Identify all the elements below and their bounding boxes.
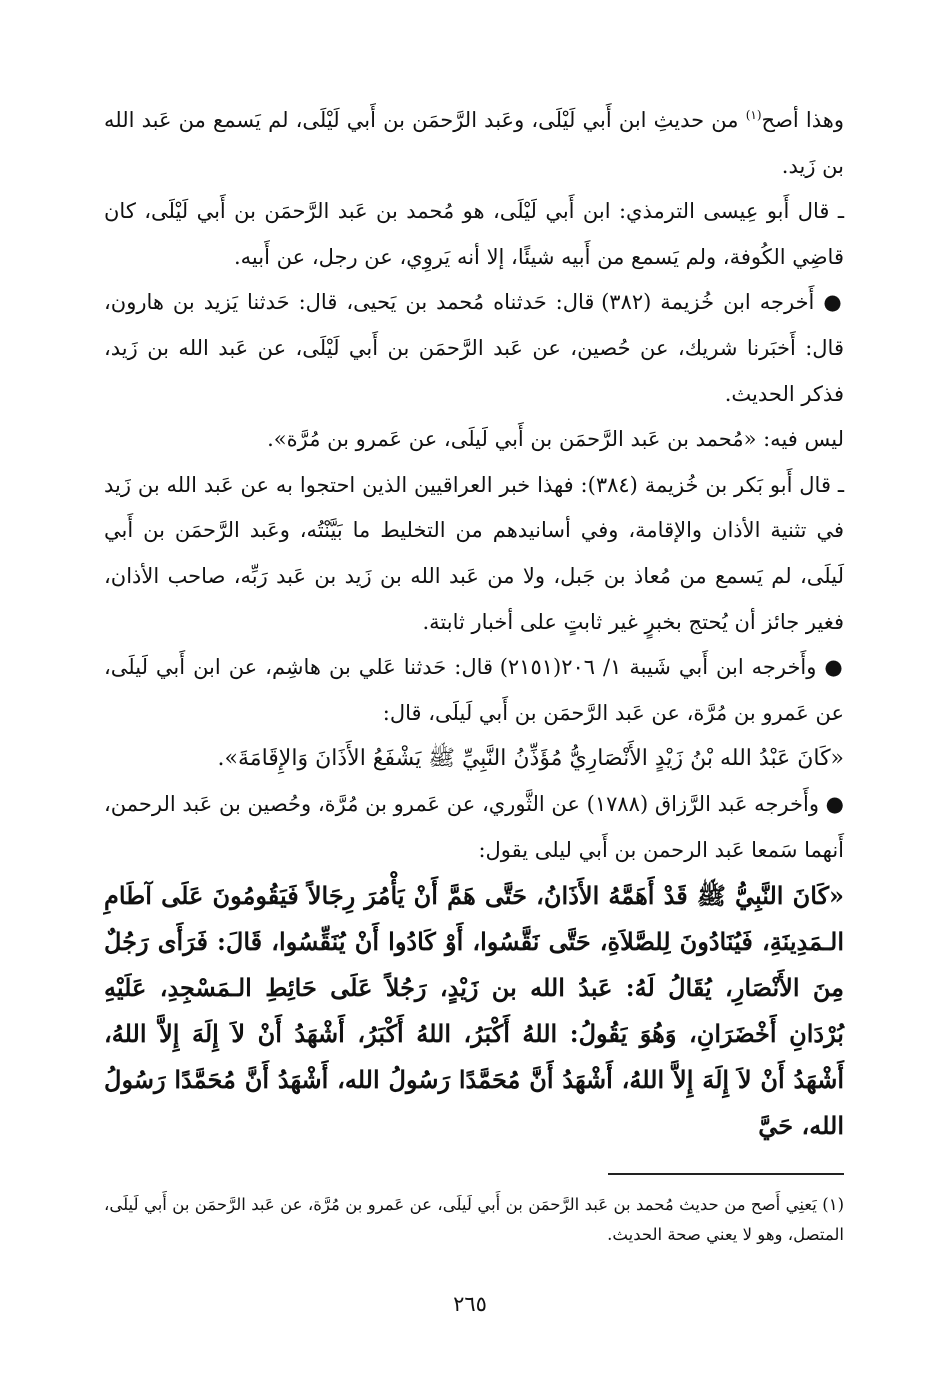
paragraph-8: ● وأَخرجه عَبد الرَّزاق (١٧٨٨) عن الثَّوري، عن عَمرو بن مُرَّة، وحُصين بن عَبد الرحمن، أَنهما سَمعا عَبد الرحمن بن أَبي ليلى يقول: [104,791,844,862]
paragraph-2: ـ قال أَبو عِيسى الترمذي: ابن أَبي لَيْلَى، هو مُحمد بن عَبد الرَّحمَن بن أَبي لَيْلَى، كان قاضِي الكُوفة، ولم يَسمع من أَبيه شيئًا، إلا أنه يَروِي، عن رجل، عن أَبيه. [104,199,844,269]
paragraph-1 [104,98,844,189]
hadith-quote-2: «كَانَ النَّبِيُّ ﷺ قَدْ أَهَمَّهُ الأَذَانُ، حَتَّى هَمَّ أَنْ يَأْمُرَ رِجَالاً فَيَقُومُونَ عَلَى آطَامِ الـمَدِينَةِ، فَيُنَادُونَ لِلصَّلاَةِ، حَتَّى نَقَّسُوا، أَوْ كَادُوا أَنْ يُنَقِّسُوا، قَالَ: فَرَأَى رَجُلٌ مِنَ الأَنْصَارِ، يُقَالُ لَهُ: عَبدُ الله بن زَيْدٍ، رَجُلاً عَلَى حَائِطِ الـمَسْجِدِ، عَلَيْهِ بُرْدَانِ أَخْضَرَانِ، وَهُوَ يَقُولُ: اللهُ أَكْبَرُ، اللهُ أَكْبَرُ، أَشْهَدُ أَنْ لاَ إِلَهَ إِلاَّ اللهُ، أَشْهَدُ أَنْ لاَ إِلَهَ إِلاَّ اللهُ، أَشْهَدُ أَنَّ مُحَمَّدًا رَسُولُ الله، أَشْهَدُ أَنَّ مُحَمَّدًا رَسُولُ الله، حَيَّ [104,881,844,1141]
main-text [104,98,844,1149]
footnote [104,1190,844,1250]
page-number: ٢٦٥ [453,1292,487,1316]
paragraph-6: ● وأَخرجه ابن أَبي شَيبة ١/ ٢٠٦(٢١٥١) قال: حَدثنا عَلي بن هاشِم، عن ابن أَبي لَيلَى، عن عَمرو بن مُرَّة، عن عَبد الرَّحمَن بن أَبي لَيلَى، قال: [104,655,844,725]
paragraph-1-text-before: وهذا أصح [761,108,844,132]
footnote-text: (١) يَعنِي أَصح من حديث مُحمد بن عَبد الرَّحمَن بن أَبي لَيلَى، عن عَمرو بن مُرَّة، عن عَبد الرَّحمَن بن أَبي لَيلَى، المتصل، وهو لا يعني صحة الحديث. [104,1195,844,1244]
paragraph-4: ليس فيه: «مُحمد بن عَبد الرَّحمَن بن أَبي لَيلَى، عن عَمرو بن مُرَّة». [267,427,844,452]
paragraph-5: ـ قال أَبو بَكر بن خُزيمة (٣٨٤): فهذا خبر العراقيين الذين احتجوا به عن عَبد الله بن زَيد في تثنية الأذان والإقامة، وفي أسانيدهم من التخليط ما بَيَّنْتُه، وعَبد الرَّحمَن بن أَبي لَيلَى، لم يَسمع من مُعاذ بن جَبل، ولا من عَبد الله بن زَيد بن عَبد رَبِّه، صاحب الأذان، فغير جائز أن يُحتج بخبرٍ غير ثابتٍ على أخبار ثابتة. [104,472,844,634]
paragraph-1-text-after: من حديثِ ابن أَبي لَيْلَى، وعَبد الرَّحمَن بن أَبي لَيْلَى، لم يَسمع من عَبد الله بن زَيد. [104,108,844,178]
hadith-quote-1: «كَانَ عَبْدُ الله بْنُ زَيْدٍ الأَنْصَارِيُّ مُؤَذِّنُ النَّبِيِّ ﷺ يَشْفَعُ الأَذَانَ وَالإِقَامَةَ». [217,746,844,772]
footnote-reference[interactable]: (١) [745,108,762,122]
paragraph-3: ● أَخرجه ابن خُزيمة (٣٨٢) قال: حَدثناه مُحمد بن يَحيى، قال: حَدثنا يَزيد بن هارون، قال: أَخبَرنا شريك، عن حُصين، عن عَبد الرَّحمَن بن أَبي لَيْلَى، عن عَبد الله بن زَيد، فذكر الحديث. [104,290,844,406]
footnote-divider [608,1173,844,1175]
